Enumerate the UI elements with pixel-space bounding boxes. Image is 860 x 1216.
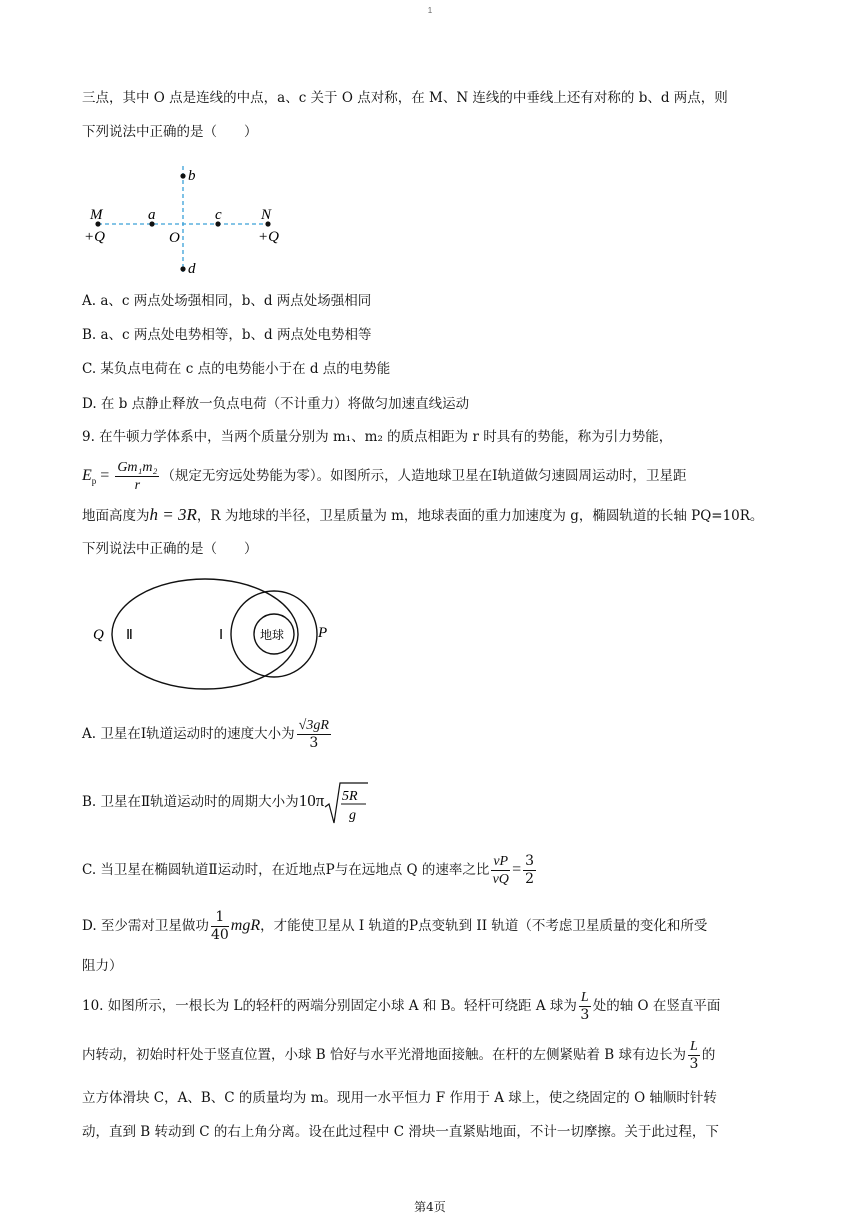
label-b: b — [188, 168, 196, 184]
label-charge-m: +Q — [84, 229, 105, 245]
option-a-fraction: $\frac{√3gR}{3}$ — [298, 718, 329, 751]
q9-option-c: C. 当卫星在椭圆轨道Ⅱ运动时，在近地点P与在远地点 Q 的速率之比 $\frac{vP}{vQ}$ = $\frac{3}{2}$ — [82, 853, 535, 887]
q10-line4: 动，直到 B 转动到 C 的右上角分离。设在此过程中 C 滑块一直紧贴地面，不计一切摩擦。关于此过程，下 — [82, 1124, 719, 1140]
label-o: O — [169, 230, 180, 246]
label-charge-n: +Q — [258, 229, 279, 245]
q10-line2: 内转动，初始时杆处于竖直位置，小球 B 恰好与水平光滑地面接触。在杆的左侧紧贴着 B 球有边长为 $\frac{L}{3}$ 的 — [82, 1039, 716, 1072]
option-b-den: g — [349, 808, 357, 823]
label-m: M — [90, 207, 103, 223]
sqrt-radical-icon — [324, 781, 368, 825]
option-b-num: 5R — [342, 789, 358, 804]
option-c-fraction-v: $\frac{vP}{vQ}$ — [492, 854, 509, 887]
q10-fraction-1: $\frac{L}{3}$ — [580, 990, 590, 1023]
q9-line3: 地面高度为h = 3R，R 为地球的半径，卫星质量为 m，地球表面的重力加速度为 g，椭圆轨道的长轴 PQ=10R。 — [82, 505, 764, 524]
option-d-fraction: $\frac{1}{40}$ — [210, 909, 229, 943]
q9-option-b: B. 卫星在Ⅱ轨道运动时的周期大小为10π 5R g — [82, 778, 368, 826]
q9-line2: $E_p$ = $\frac{\text{Gm₁m₂}}{r}$ （规定无穷远处势能为零）。如图所示，人造地球卫星在Ⅰ轨道做匀速圆周运动时，卫星距 — [82, 460, 687, 493]
page-number: 第4页 — [414, 1200, 446, 1214]
label-orbit-ii: Ⅱ — [126, 628, 133, 643]
q8-option-a: A. a、c 两点处场强相同，b、d 两点处场强相同 — [82, 293, 372, 309]
q10-line1: 10. 如图所示，一根长为 L的轻杆的两端分别固定小球 A 和 B。轻杆可绕距 A 球为 $\frac{L}{3}$ 处的轴 O 在竖直平面 — [82, 990, 721, 1023]
q8-option-b: B. a、c 两点处电势相等，b、d 两点处电势相等 — [82, 327, 372, 343]
q8-option-d: D. 在 b 点静止释放一负点电荷（不计重力）将做匀加速直线运动 — [82, 396, 470, 412]
q9-orbit-figure — [88, 577, 338, 699]
label-q: Q — [93, 627, 104, 643]
ep-formula: $E_p$ = — [82, 467, 114, 487]
q9-option-d: D. 至少需对卫星做功 $\frac{1}{40}$ mgR，才能使卫星从 I 轨道的P点变轨到 II 轨道（不考虑卫星质量的变化和所受 — [82, 909, 708, 943]
q10-line3: 立方体滑块 C，A、B、C 的质量均为 m。现用一水平恒力 F 作用于 A 球上，使之绕固定的 O 轴顺时针转 — [82, 1090, 717, 1106]
label-a: a — [148, 207, 156, 223]
q8-stem-line2: 下列说法中正确的是（ ） — [82, 124, 258, 140]
q10-fraction-2: $\frac{L}{3}$ — [689, 1039, 699, 1072]
label-d: d — [188, 261, 196, 277]
point-d — [180, 266, 185, 271]
option-b-sqrt — [324, 780, 368, 826]
label-p: P — [318, 625, 328, 641]
q8-charge-figure — [82, 160, 292, 280]
point-b — [180, 173, 185, 178]
header-mark: 1 — [427, 6, 433, 15]
q8-option-c: C. 某负点电荷在 c 点的电势能小于在 d 点的电势能 — [82, 361, 391, 377]
label-earth: 地球 — [260, 628, 285, 642]
ep-fraction: $\frac{\text{Gm₁m₂}}{r}$ — [117, 460, 158, 493]
label-n: N — [261, 207, 272, 223]
label-c: c — [215, 207, 222, 223]
q8-stem-line1: 三点，其中 O 点是连线的中点，a、c 关于 O 点对称，在 M、N 连线的中垂线上还有对称的 b、d 两点，则 — [82, 90, 728, 106]
q9-line4: 下列说法中正确的是（ ） — [82, 541, 258, 557]
q9-option-d-line2: 阻力） — [82, 958, 123, 974]
label-orbit-i: Ⅰ — [219, 628, 224, 643]
q9-option-a: A. 卫星在Ⅰ轨道运动时的速度大小为 $\frac{√3gR}{3}$ — [82, 718, 329, 751]
q9-line1: 9. 在牛顿力学体系中，当两个质量分别为 m₁、m₂ 的质点相距为 r 时具有的势能，称为引力势能， — [82, 429, 673, 445]
option-c-fraction-ratio: $\frac{3}{2}$ — [525, 853, 535, 887]
